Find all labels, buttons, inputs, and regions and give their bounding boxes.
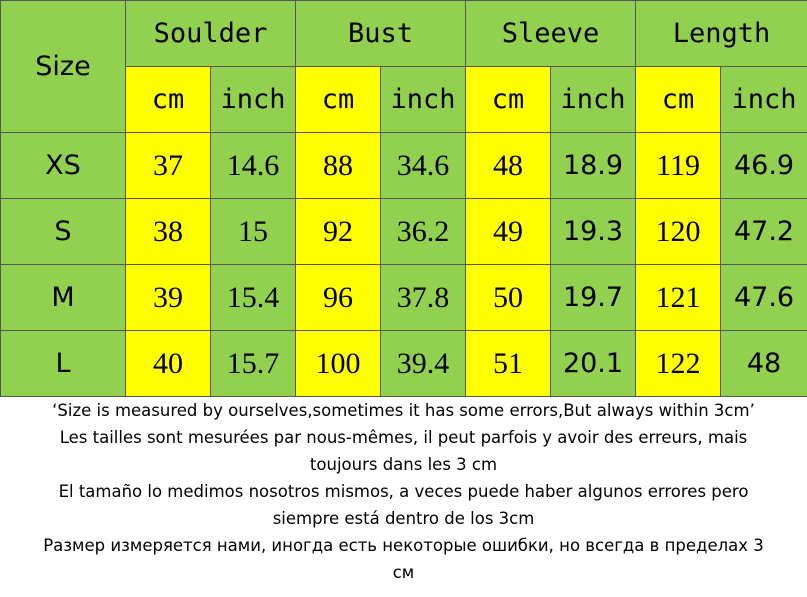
unit-header-cm: cm: [636, 67, 721, 133]
unit-header-cm: cm: [126, 67, 211, 133]
sleeve-cm-cell: 49: [466, 199, 551, 265]
length-cm-cell: 119: [636, 133, 721, 199]
sleeve-cm-cell: 50: [466, 265, 551, 331]
bust-cm-cell: 96: [296, 265, 381, 331]
note-line-spanish: El tamaño lo medimos nosotros mismos, a veces puede haber algunos errores pero: [0, 478, 807, 505]
table-row-m: [1, 265, 807, 331]
note-line-english: ‘Size is measured by ourselves,sometimes it has some errors,But always within 3cm’: [0, 397, 807, 424]
shoulder-inch-cell: 14.6: [211, 133, 296, 199]
length-inch-cell: 47.2: [721, 199, 807, 265]
length-inch-cell: 48: [721, 331, 807, 397]
unit-header-inch: inch: [551, 67, 636, 133]
sleeve-inch-cell: 19.3: [551, 199, 636, 265]
bust-cm-cell: 92: [296, 199, 381, 265]
shoulder-inch-cell: 15.4: [211, 265, 296, 331]
unit-header-cm: cm: [296, 67, 381, 133]
length-inch-cell: 47.6: [721, 265, 807, 331]
sleeve-inch-cell: 19.7: [551, 265, 636, 331]
size-cell: M: [1, 265, 126, 331]
unit-header-inch: inch: [721, 67, 807, 133]
bust-cm-cell: 88: [296, 133, 381, 199]
shoulder-inch-cell: 15.7: [211, 331, 296, 397]
size-header: Size: [1, 1, 126, 133]
length-cm-cell: 121: [636, 265, 721, 331]
sleeve-inch-cell: 20.1: [551, 331, 636, 397]
sleeve-inch-cell: 18.9: [551, 133, 636, 199]
shoulder-cm-cell: 39: [126, 265, 211, 331]
bust-cm-cell: 100: [296, 331, 381, 397]
shoulder-cm-cell: 40: [126, 331, 211, 397]
note-line-french-cont: toujours dans les 3 cm: [0, 451, 807, 478]
note-line-spanish-cont: siempre está dentro de los 3cm: [0, 505, 807, 532]
note-line-russian: Размер измеряется нами, иногда есть некоторые ошибки, но всегда в пределах 3: [0, 532, 807, 559]
shoulder-cm-cell: 37: [126, 133, 211, 199]
bust-inch-cell: 39.4: [381, 331, 466, 397]
group-header-bust: Bust: [296, 1, 466, 67]
length-cm-cell: 120: [636, 199, 721, 265]
length-inch-cell: 46.9: [721, 133, 807, 199]
sleeve-cm-cell: 48: [466, 133, 551, 199]
group-header-sleeve: Sleeve: [466, 1, 636, 67]
bust-inch-cell: 37.8: [381, 265, 466, 331]
unit-header-inch: inch: [211, 67, 296, 133]
group-header-shoulder: Soulder: [126, 1, 296, 67]
unit-header-cm: cm: [466, 67, 551, 133]
shoulder-cm-cell: 38: [126, 199, 211, 265]
measurement-disclaimer: [0, 396, 807, 597]
length-cm-cell: 122: [636, 331, 721, 397]
bust-inch-cell: 34.6: [381, 133, 466, 199]
table-row-xs: [1, 133, 807, 199]
sleeve-cm-cell: 51: [466, 331, 551, 397]
table-row-s: [1, 199, 807, 265]
table-row-l: [1, 331, 807, 397]
size-cell: XS: [1, 133, 126, 199]
size-cell: S: [1, 199, 126, 265]
note-line-russian-cont: см: [0, 559, 807, 586]
shoulder-inch-cell: 15: [211, 199, 296, 265]
bust-inch-cell: 36.2: [381, 199, 466, 265]
note-line-french: Les tailles sont mesurées par nous-mêmes, il peut parfois y avoir des erreurs, mais: [0, 424, 807, 451]
size-cell: L: [1, 331, 126, 397]
unit-header-inch: inch: [381, 67, 466, 133]
group-header-length: Length: [636, 1, 807, 67]
